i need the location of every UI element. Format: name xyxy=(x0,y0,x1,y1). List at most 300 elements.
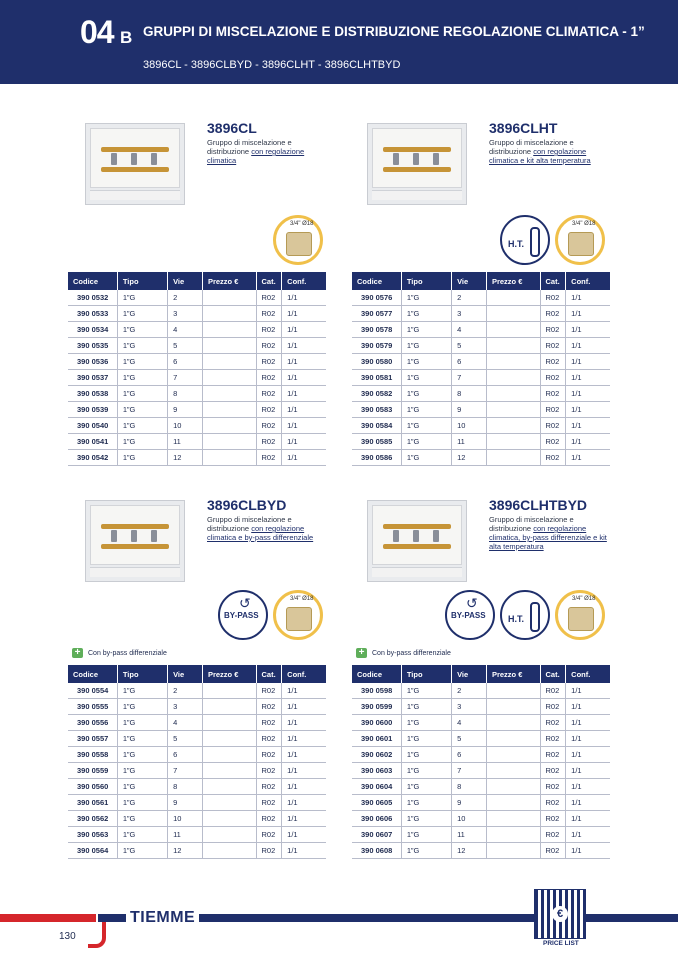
cell-ways: 5 xyxy=(452,731,487,747)
cell-code: 390 0561 xyxy=(68,795,117,811)
cell-price xyxy=(486,386,540,402)
cell-cat: R02 xyxy=(540,322,566,338)
cell-code: 390 0541 xyxy=(68,434,117,450)
product-description-link: con regolazione climatica, by-pass differenziale e kit alta temperatura xyxy=(489,524,607,551)
table-row xyxy=(352,386,610,402)
cell-conf: 1/1 xyxy=(566,370,610,386)
cell-type: 1”G xyxy=(401,386,451,402)
table-row xyxy=(352,402,610,418)
cell-cat: R02 xyxy=(540,290,566,306)
cell-cat: R02 xyxy=(540,715,566,731)
cell-conf: 1/1 xyxy=(566,699,610,715)
cell-price xyxy=(486,827,540,843)
cell-price xyxy=(202,354,256,370)
cell-type: 1”G xyxy=(117,843,167,859)
cell-conf: 1/1 xyxy=(282,763,326,779)
cell-type: 1”G xyxy=(117,699,167,715)
cell-code: 390 0532 xyxy=(68,290,117,306)
cell-price xyxy=(202,322,256,338)
cell-conf: 1/1 xyxy=(282,306,326,322)
cell-code: 390 0558 xyxy=(68,747,117,763)
cell-ways: 9 xyxy=(452,402,487,418)
cell-code: 390 0556 xyxy=(68,715,117,731)
product-description: Gruppo di miscelazione e distribuzione con regolazione climatica xyxy=(207,138,305,165)
cell-ways: 8 xyxy=(452,386,487,402)
cell-price xyxy=(486,731,540,747)
cell-code: 390 0585 xyxy=(352,434,401,450)
cell-cat: R02 xyxy=(540,827,566,843)
col-ways: Vie xyxy=(168,665,203,683)
product-description-link: con regolazione climatica e kit alta temperatura xyxy=(489,147,591,165)
col-cat: Cat. xyxy=(540,665,566,683)
cell-price xyxy=(202,386,256,402)
qr-code-icon[interactable] xyxy=(534,889,586,939)
cell-cat: R02 xyxy=(540,683,566,699)
product-description: Gruppo di miscelazione e distribuzione con regolazione climatica, by-pass differenziale e kit alta temperatura xyxy=(489,515,607,551)
cell-code: 390 0606 xyxy=(352,811,401,827)
cell-type: 1”G xyxy=(117,418,167,434)
table-row xyxy=(352,322,610,338)
cell-conf: 1/1 xyxy=(566,843,610,859)
cell-type: 1”G xyxy=(401,306,451,322)
cell-ways: 9 xyxy=(168,402,203,418)
table-row xyxy=(68,354,326,370)
table-row xyxy=(68,450,326,466)
table-row xyxy=(352,779,610,795)
cell-cat: R02 xyxy=(256,386,282,402)
cell-type: 1”G xyxy=(117,306,167,322)
col-cat: Cat. xyxy=(256,665,282,683)
table-row xyxy=(68,747,326,763)
table-row xyxy=(352,418,610,434)
table-row xyxy=(352,683,610,699)
cell-type: 1”G xyxy=(117,811,167,827)
cell-ways: 5 xyxy=(168,731,203,747)
cell-code: 390 0576 xyxy=(352,290,401,306)
cell-ways: 4 xyxy=(168,322,203,338)
table-row xyxy=(352,731,610,747)
cell-price xyxy=(486,715,540,731)
cell-cat: R02 xyxy=(256,811,282,827)
cell-price xyxy=(202,450,256,466)
cell-conf: 1/1 xyxy=(566,338,610,354)
table-row xyxy=(352,827,610,843)
footer-red-bar xyxy=(0,914,96,922)
cell-type: 1”G xyxy=(401,402,451,418)
cell-cat: R02 xyxy=(256,779,282,795)
chapter-letter: B xyxy=(120,28,133,47)
cell-price xyxy=(202,731,256,747)
cell-type: 1”G xyxy=(117,434,167,450)
cell-conf: 1/1 xyxy=(282,434,326,450)
bypass-icon: ↺ BY-PASS xyxy=(445,590,495,640)
cell-price xyxy=(486,290,540,306)
table-row xyxy=(68,418,326,434)
cell-ways: 11 xyxy=(452,434,487,450)
page-subtitle: 3896CL - 3896CLBYD - 3896CLHT - 3896CLHTBYD xyxy=(143,59,401,71)
cell-cat: R02 xyxy=(540,763,566,779)
cell-ways: 2 xyxy=(452,683,487,699)
cell-ways: 12 xyxy=(452,450,487,466)
cell-ways: 3 xyxy=(452,306,487,322)
cell-conf: 1/1 xyxy=(282,795,326,811)
cell-cat: R02 xyxy=(540,338,566,354)
table-row xyxy=(352,811,610,827)
cell-price xyxy=(486,370,540,386)
table-row xyxy=(68,763,326,779)
cell-conf: 1/1 xyxy=(282,322,326,338)
cell-code: 390 0584 xyxy=(352,418,401,434)
cell-conf: 1/1 xyxy=(282,370,326,386)
cell-code: 390 0562 xyxy=(68,811,117,827)
cell-price xyxy=(486,747,540,763)
cell-type: 1”G xyxy=(401,354,451,370)
cell-price xyxy=(202,811,256,827)
col-code: Codice xyxy=(352,665,401,683)
cell-type: 1”G xyxy=(117,731,167,747)
cell-code: 390 0533 xyxy=(68,306,117,322)
cell-ways: 11 xyxy=(168,827,203,843)
cell-cat: R02 xyxy=(256,827,282,843)
cell-price xyxy=(486,354,540,370)
col-type: Tipo xyxy=(401,665,451,683)
table-row xyxy=(68,779,326,795)
table-row xyxy=(352,747,610,763)
col-cat: Cat. xyxy=(540,272,566,290)
cell-conf: 1/1 xyxy=(282,811,326,827)
cell-type: 1”G xyxy=(401,715,451,731)
cell-ways: 8 xyxy=(168,386,203,402)
cell-type: 1”G xyxy=(401,827,451,843)
cell-conf: 1/1 xyxy=(282,386,326,402)
cell-type: 1”G xyxy=(117,795,167,811)
cell-conf: 1/1 xyxy=(566,763,610,779)
cell-code: 390 0554 xyxy=(68,683,117,699)
cell-cat: R02 xyxy=(540,354,566,370)
cell-ways: 5 xyxy=(168,338,203,354)
table-row xyxy=(68,322,326,338)
cell-price xyxy=(486,779,540,795)
cell-conf: 1/1 xyxy=(566,402,610,418)
cell-conf: 1/1 xyxy=(566,795,610,811)
cell-conf: 1/1 xyxy=(566,779,610,795)
cell-cat: R02 xyxy=(256,402,282,418)
cell-conf: 1/1 xyxy=(566,715,610,731)
cell-price xyxy=(202,779,256,795)
cell-price xyxy=(486,699,540,715)
cell-conf: 1/1 xyxy=(566,747,610,763)
cell-conf: 1/1 xyxy=(566,683,610,699)
cell-cat: R02 xyxy=(540,402,566,418)
product-photo xyxy=(85,123,185,205)
cell-conf: 1/1 xyxy=(282,450,326,466)
cell-code: 390 0564 xyxy=(68,843,117,859)
cell-ways: 2 xyxy=(452,290,487,306)
table-row xyxy=(68,306,326,322)
cell-code: 390 0540 xyxy=(68,418,117,434)
product-table-3896cl xyxy=(68,272,326,466)
table-row xyxy=(352,699,610,715)
table-row xyxy=(68,843,326,859)
connection-badge-icon: 3/4" Ø18 xyxy=(555,590,605,640)
table-row xyxy=(352,843,610,859)
connection-badge-icon: 3/4" Ø18 xyxy=(555,215,605,265)
product-table-3896clht xyxy=(352,272,610,466)
cell-type: 1”G xyxy=(401,699,451,715)
product-name: 3896CLHTBYD xyxy=(489,497,588,513)
cell-code: 390 0602 xyxy=(352,747,401,763)
cell-type: 1”G xyxy=(117,370,167,386)
col-price: Prezzo € xyxy=(202,272,256,290)
cell-type: 1”G xyxy=(401,370,451,386)
cell-ways: 3 xyxy=(168,699,203,715)
cell-type: 1”G xyxy=(117,450,167,466)
cell-conf: 1/1 xyxy=(282,402,326,418)
cell-cat: R02 xyxy=(540,386,566,402)
cell-ways: 6 xyxy=(168,354,203,370)
cell-price xyxy=(202,402,256,418)
cell-cat: R02 xyxy=(540,370,566,386)
cell-price xyxy=(486,843,540,859)
cell-type: 1”G xyxy=(401,322,451,338)
cell-code: 390 0601 xyxy=(352,731,401,747)
cell-ways: 6 xyxy=(168,747,203,763)
product-table-3896clbyd xyxy=(68,665,326,859)
page-header xyxy=(0,0,678,84)
col-conf: Conf. xyxy=(566,272,610,290)
plus-icon: + xyxy=(72,648,83,658)
cell-cat: R02 xyxy=(540,811,566,827)
cell-type: 1”G xyxy=(401,450,451,466)
cell-price xyxy=(486,418,540,434)
cell-cat: R02 xyxy=(540,306,566,322)
table-row xyxy=(352,354,610,370)
cell-price xyxy=(202,747,256,763)
cell-ways: 12 xyxy=(168,450,203,466)
cell-cat: R02 xyxy=(256,370,282,386)
cell-conf: 1/1 xyxy=(566,354,610,370)
cell-code: 390 0534 xyxy=(68,322,117,338)
cell-type: 1”G xyxy=(117,402,167,418)
cell-ways: 10 xyxy=(452,418,487,434)
product-description-link: con regolazione climatica e by-pass differenziale xyxy=(207,524,314,542)
cell-type: 1”G xyxy=(401,338,451,354)
product-description: Gruppo di miscelazione e distribuzione con regolazione climatica e kit alta temperatura xyxy=(489,138,591,165)
cell-code: 390 0563 xyxy=(68,827,117,843)
cell-conf: 1/1 xyxy=(566,386,610,402)
cell-conf: 1/1 xyxy=(566,811,610,827)
cell-type: 1”G xyxy=(117,747,167,763)
table-row xyxy=(68,731,326,747)
col-code: Codice xyxy=(68,665,117,683)
col-conf: Conf. xyxy=(566,665,610,683)
col-ways: Vie xyxy=(168,272,203,290)
cell-ways: 6 xyxy=(452,747,487,763)
cell-conf: 1/1 xyxy=(282,418,326,434)
cell-cat: R02 xyxy=(540,843,566,859)
product-name: 3896CLBYD xyxy=(207,497,287,513)
cell-code: 390 0603 xyxy=(352,763,401,779)
cell-ways: 12 xyxy=(168,843,203,859)
cell-price xyxy=(202,827,256,843)
table-row xyxy=(68,386,326,402)
table-row xyxy=(68,402,326,418)
cell-ways: 4 xyxy=(452,715,487,731)
product-photo xyxy=(367,500,467,582)
cell-type: 1”G xyxy=(117,338,167,354)
cell-code: 390 0535 xyxy=(68,338,117,354)
cell-type: 1”G xyxy=(117,779,167,795)
product-description-link: con regolazione climatica xyxy=(207,147,305,165)
cell-ways: 7 xyxy=(452,763,487,779)
cell-cat: R02 xyxy=(256,843,282,859)
cell-ways: 7 xyxy=(168,763,203,779)
cell-conf: 1/1 xyxy=(282,747,326,763)
cell-type: 1”G xyxy=(401,843,451,859)
cell-ways: 5 xyxy=(452,338,487,354)
cell-code: 390 0598 xyxy=(352,683,401,699)
cell-conf: 1/1 xyxy=(282,683,326,699)
cell-cat: R02 xyxy=(256,306,282,322)
cell-cat: R02 xyxy=(256,434,282,450)
cell-ways: 4 xyxy=(452,322,487,338)
cell-ways: 3 xyxy=(452,699,487,715)
cell-price xyxy=(202,683,256,699)
cell-cat: R02 xyxy=(256,763,282,779)
cell-price xyxy=(486,338,540,354)
cell-code: 390 0607 xyxy=(352,827,401,843)
cell-price xyxy=(486,450,540,466)
cell-price xyxy=(202,843,256,859)
cell-type: 1”G xyxy=(401,763,451,779)
table-row xyxy=(352,370,610,386)
cell-type: 1”G xyxy=(401,418,451,434)
cell-cat: R02 xyxy=(256,338,282,354)
cell-code: 390 0577 xyxy=(352,306,401,322)
cell-type: 1”G xyxy=(117,715,167,731)
col-conf: Conf. xyxy=(282,272,326,290)
product-photo xyxy=(85,500,185,582)
cell-type: 1”G xyxy=(117,290,167,306)
cell-price xyxy=(486,795,540,811)
cell-price xyxy=(202,763,256,779)
cell-cat: R02 xyxy=(256,715,282,731)
cell-cat: R02 xyxy=(256,418,282,434)
cell-code: 390 0555 xyxy=(68,699,117,715)
cell-code: 390 0604 xyxy=(352,779,401,795)
col-price: Prezzo € xyxy=(486,665,540,683)
table-row xyxy=(352,763,610,779)
col-cat: Cat. xyxy=(256,272,282,290)
product-table-3896clhtbyd xyxy=(352,665,610,859)
product-name: 3896CL xyxy=(207,120,257,136)
cell-conf: 1/1 xyxy=(282,354,326,370)
cell-type: 1”G xyxy=(401,747,451,763)
cell-cat: R02 xyxy=(540,699,566,715)
cell-price xyxy=(202,290,256,306)
cell-conf: 1/1 xyxy=(282,338,326,354)
table-row xyxy=(68,290,326,306)
cell-price xyxy=(202,434,256,450)
cell-ways: 11 xyxy=(452,827,487,843)
chapter-number: 04 xyxy=(80,14,114,50)
cell-type: 1”G xyxy=(117,354,167,370)
cell-code: 390 0536 xyxy=(68,354,117,370)
cell-conf: 1/1 xyxy=(282,715,326,731)
cell-conf: 1/1 xyxy=(566,418,610,434)
cell-price xyxy=(486,306,540,322)
table-row xyxy=(352,434,610,450)
cell-conf: 1/1 xyxy=(282,779,326,795)
price-list-label: PRICE LIST xyxy=(543,940,579,947)
table-row xyxy=(68,370,326,386)
cell-type: 1”G xyxy=(401,795,451,811)
cell-code: 390 0557 xyxy=(68,731,117,747)
cell-cat: R02 xyxy=(256,290,282,306)
cell-ways: 9 xyxy=(168,795,203,811)
cell-conf: 1/1 xyxy=(566,306,610,322)
col-code: Codice xyxy=(68,272,117,290)
table-row xyxy=(68,811,326,827)
plus-icon: + xyxy=(356,648,367,658)
col-ways: Vie xyxy=(452,272,487,290)
brand-logo: TIEMME xyxy=(126,909,199,927)
cell-cat: R02 xyxy=(256,322,282,338)
cell-ways: 11 xyxy=(168,434,203,450)
cell-cat: R02 xyxy=(540,731,566,747)
cell-price xyxy=(202,418,256,434)
cell-price xyxy=(202,715,256,731)
cell-code: 390 0578 xyxy=(352,322,401,338)
cell-code: 390 0539 xyxy=(68,402,117,418)
cell-cat: R02 xyxy=(256,731,282,747)
cell-ways: 6 xyxy=(452,354,487,370)
cell-cat: R02 xyxy=(256,747,282,763)
cell-ways: 12 xyxy=(452,843,487,859)
table-row xyxy=(68,338,326,354)
cell-code: 390 0586 xyxy=(352,450,401,466)
col-ways: Vie xyxy=(452,665,487,683)
cell-cat: R02 xyxy=(256,683,282,699)
cell-cat: R02 xyxy=(256,354,282,370)
cell-cat: R02 xyxy=(256,795,282,811)
cell-ways: 2 xyxy=(168,290,203,306)
cell-type: 1”G xyxy=(401,731,451,747)
cell-conf: 1/1 xyxy=(282,827,326,843)
cell-ways: 4 xyxy=(168,715,203,731)
table-row xyxy=(352,795,610,811)
cell-ways: 10 xyxy=(168,418,203,434)
cell-price xyxy=(486,683,540,699)
product-name: 3896CLHT xyxy=(489,120,558,136)
cell-ways: 2 xyxy=(168,683,203,699)
connection-badge-icon: 3/4" Ø18 xyxy=(273,590,323,640)
cell-ways: 7 xyxy=(168,370,203,386)
cell-type: 1”G xyxy=(117,386,167,402)
connection-badge-icon: 3/4" Ø18 xyxy=(273,215,323,265)
cell-cat: R02 xyxy=(256,699,282,715)
cell-price xyxy=(486,763,540,779)
cell-price xyxy=(486,402,540,418)
cell-code: 390 0608 xyxy=(352,843,401,859)
cell-cat: R02 xyxy=(540,747,566,763)
euro-icon: € xyxy=(552,906,568,922)
cell-ways: 8 xyxy=(168,779,203,795)
cell-type: 1”G xyxy=(401,779,451,795)
cell-conf: 1/1 xyxy=(566,434,610,450)
high-temperature-icon: H.T. xyxy=(500,215,550,265)
page-title: GRUPPI DI MISCELAZIONE E DISTRIBUZIONE REGOLAZIONE CLIMATICA - 1” xyxy=(143,24,645,39)
